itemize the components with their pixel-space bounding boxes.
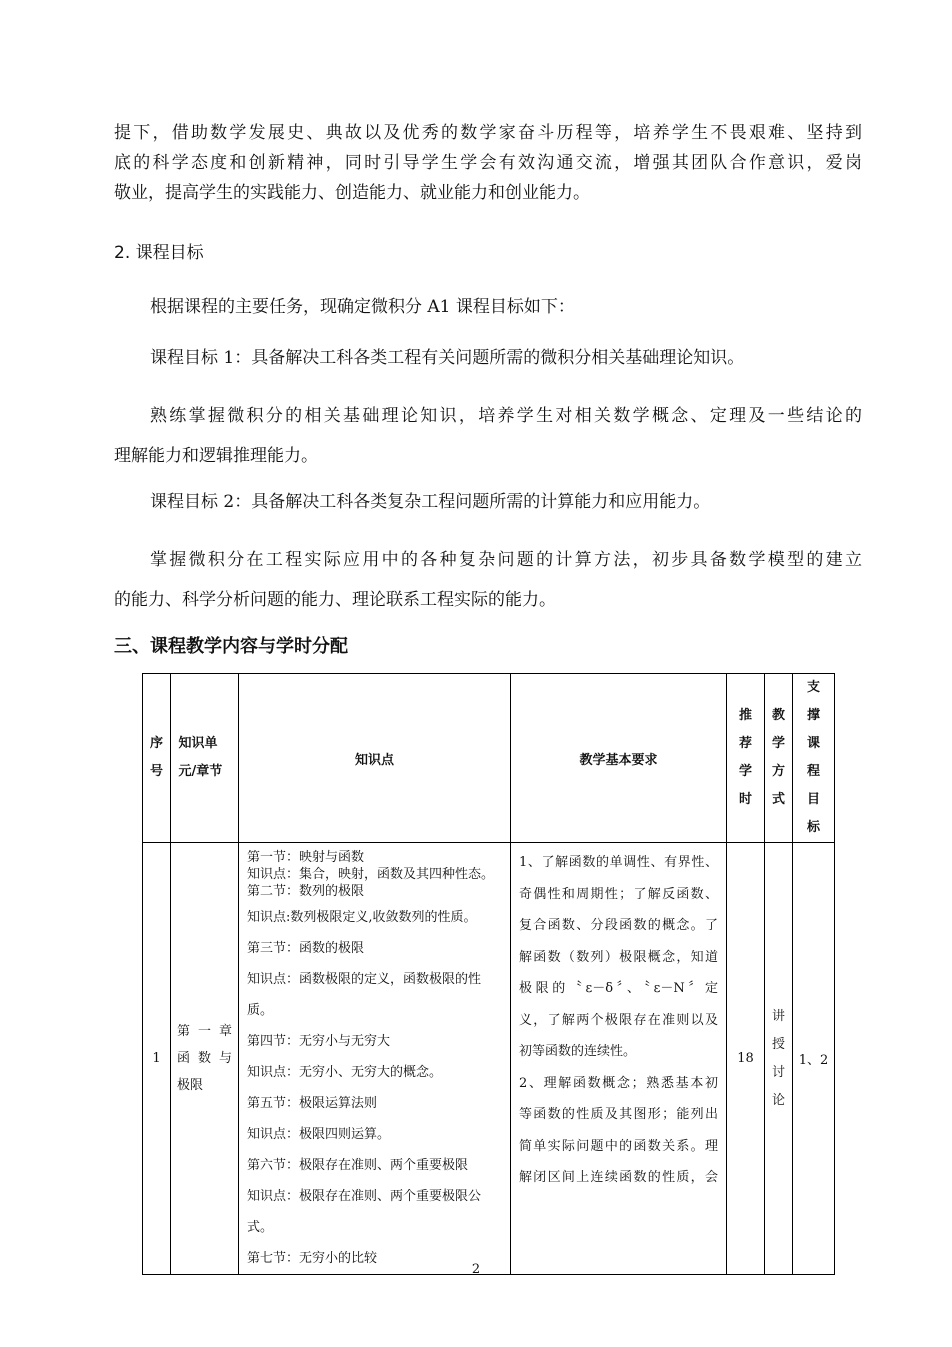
goal-2-description [114, 540, 862, 620]
point-line: 第五节：极限运算法则 [247, 1096, 378, 1111]
course-content-table [142, 673, 835, 1275]
point-line: 第四节：无穷小与无穷大 [247, 1034, 391, 1049]
intro-line-2: 底的科学态度和创新精神，同时引导学生学会有效沟通交流，增强其团队合作意识，爱岗 [114, 153, 862, 173]
requirement-line: 解闭区间上连续函数的性质，会 [519, 1170, 718, 1185]
row-1-knowledge-points [239, 843, 511, 1275]
row-1-hours: 18 [727, 843, 765, 1275]
point-line: 第二节：数列的极限 [247, 884, 365, 899]
requirement-line: 等函数的性质及其图形；能列出 [519, 1107, 718, 1122]
point-line: 知识点：集合，映射，函数及其四种性态。 [247, 867, 495, 882]
point-line: 知识点：极限存在准则、两个重要极限公 [247, 1189, 482, 1204]
section-2-heading: 2. 课程目标 [114, 243, 204, 263]
requirement-line: 解函数（数列）极限概念，知道 [519, 949, 718, 965]
requirement-line: 奇偶性和周期性；了解反函数、 [519, 886, 718, 902]
goal-2 [114, 489, 862, 515]
row-1-index: 1 [143, 843, 171, 1275]
header-points: 知识点 [239, 674, 511, 843]
requirement-line: 复合函数、分段函数的概念。了 [519, 918, 718, 933]
requirement-line: 初等函数的连续性。 [519, 1044, 637, 1059]
row-1-unit [171, 843, 239, 1275]
table-row [143, 843, 835, 1275]
point-line: 式。 [247, 1220, 274, 1235]
row-1-unit-line-1: 第 一 章 [177, 1024, 232, 1039]
row-1-method: 讲授讨论 [765, 843, 793, 1275]
point-line: 第三节：函数的极限 [247, 941, 365, 956]
goal-2-desc-line-2: 的能力、科学分析问题的能力、理论联系工程实际的能力。 [114, 590, 556, 610]
point-line: 第七节：无穷小的比较 [247, 1251, 378, 1266]
goal-1-desc-line-1: 熟练掌握微积分的相关基础理论知识，培养学生对相关数学概念、定理及一些结论的 [150, 406, 862, 426]
goals-intro [114, 294, 862, 320]
point-line: 知识点：极限四则运算。 [247, 1127, 391, 1142]
goal-2-line: 课程目标 2：具备解决工科各类复杂工程问题所需的计算能力和应用能力。 [150, 492, 711, 512]
requirement-line: 极限的〝ε－δ〞、〝ε－N〞定 [519, 981, 718, 996]
section-3-heading: 三、课程教学内容与学时分配 [114, 636, 348, 657]
point-line: 知识点:数列极限定义,收敛数列的性质。 [247, 910, 477, 925]
point-line: 第一节：映射与函数 [247, 850, 365, 865]
requirement-line: 2、理解函数概念；熟悉基本初 [519, 1075, 718, 1091]
row-1-requirements [511, 843, 727, 1275]
header-index: 序号 [143, 674, 171, 843]
page-number: 2 [471, 1262, 481, 1277]
intro-line-1: 提下，借助数学发展史、典故以及优秀的数学家奋斗历程等，培养学生不畏艰难、坚持到 [114, 123, 862, 143]
goal-1-line: 课程目标 1：具备解决工科各类工程有关问题所需的微积分相关基础理论知识。 [150, 348, 745, 368]
header-method: 教学方式 [765, 674, 793, 843]
requirement-line: 义，了解两个极限存在准则以及 [519, 1012, 718, 1028]
point-line: 知识点：函数极限的定义，函数极限的性 [247, 972, 482, 987]
requirement-line: 简单实际问题中的函数关系。理 [519, 1138, 718, 1154]
row-1-unit-line-3: 极限 [177, 1078, 204, 1093]
goal-1-desc-line-2: 理解能力和逻辑推理能力。 [114, 446, 318, 466]
intro-line-3: 敬业，提高学生的实践能力、创造能力、就业能力和创业能力。 [114, 183, 590, 203]
requirement-line: 1、了解函数的单调性、有界性、 [519, 855, 718, 870]
header-hours: 推荐学时 [727, 674, 765, 843]
goal-2-desc-line-1: 掌握微积分在工程实际应用中的各种复杂问题的计算方法，初步具备数学模型的建立 [150, 550, 862, 570]
goals-intro-line: 根据课程的主要任务，现确定微积分 A1 课程目标如下： [150, 297, 575, 317]
header-requirements: 教学基本要求 [511, 674, 727, 843]
table-header-row [143, 674, 835, 843]
intro-paragraph [114, 118, 862, 208]
point-line: 知识点：无穷小、无穷大的概念。 [247, 1065, 443, 1080]
point-line: 第六节：极限存在准则、两个重要极限 [247, 1158, 469, 1173]
goal-1 [114, 345, 862, 371]
point-line: 质。 [247, 1003, 274, 1018]
row-1-unit-line-2: 函 数 与 [177, 1051, 232, 1066]
header-goals: 支撑课程目标 [793, 674, 835, 843]
goal-1-description [114, 396, 862, 476]
row-1-goals: 1、2 [793, 843, 835, 1275]
header-unit: 知识单元/章节 [171, 674, 239, 843]
